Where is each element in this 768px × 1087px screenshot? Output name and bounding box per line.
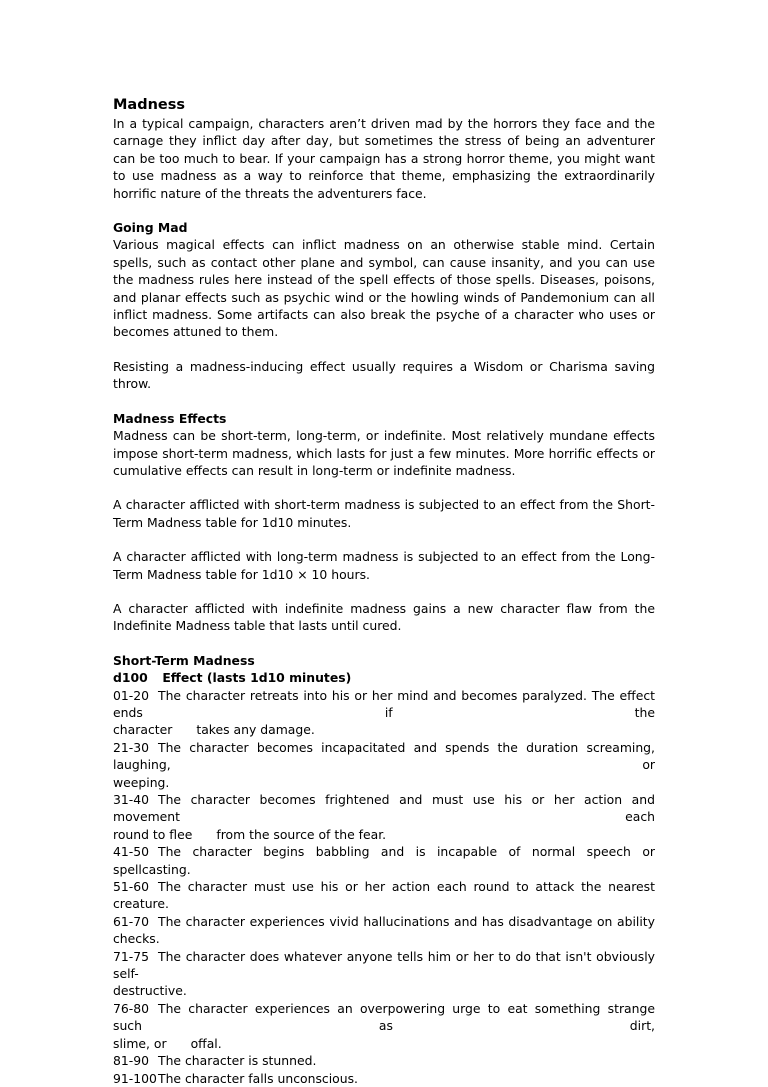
- section-heading-going-mad: Going Mad: [113, 220, 188, 236]
- madness-effects-paragraph-2: A character afflicted with short-term madness is subjected to an effect from the Short-Term Madness table for 1d10 minutes.: [113, 497, 655, 530]
- spacer: [113, 202, 655, 219]
- table-row-range: 61-70: [113, 913, 150, 929]
- table-row-effect-continued: destructive.: [113, 983, 187, 999]
- table-row-continuation: [113, 774, 655, 791]
- table-row-line: [113, 1052, 655, 1069]
- table-row: [113, 739, 655, 791]
- table-row-range: 71-75: [113, 948, 150, 964]
- table-row-line: [113, 791, 655, 826]
- table-row-effect: The character becomes frightened and must use his or her action and movement each: [113, 792, 655, 825]
- table-row-effect: The character experiences an overpowering urge to eat something strange such as dirt,: [113, 1000, 655, 1034]
- table-row-effect: The character retreats into his or her mind and becomes paralyzed. The effect ends if the: [113, 687, 655, 720]
- table-row-effect-continued: slime, or: [113, 1035, 167, 1051]
- table-row-range: 41-50: [113, 844, 150, 860]
- table-row-effect: The character does whatever anyone tells him or her to do that isn't obviously self-: [113, 948, 655, 982]
- table-row-effect: The character falls unconscious.: [158, 1070, 358, 1086]
- table-row: [113, 791, 655, 843]
- table-row-range: 01-20: [113, 687, 150, 703]
- document-page: [113, 96, 655, 1087]
- table-row-effect: The character begins babbling and is incapable of normal speech or spellcasting.: [113, 844, 655, 877]
- table-row-range: 76-80: [113, 1000, 150, 1016]
- table-row: [113, 913, 655, 948]
- table-row-continuation: [113, 826, 655, 843]
- table-row-line: [113, 1070, 655, 1087]
- table-row: [113, 1052, 655, 1069]
- spacer: [113, 583, 655, 600]
- table-header-die: d100: [113, 670, 148, 686]
- table-row-effect-continued: from the source of the fear.: [216, 826, 387, 842]
- madness-effects-paragraph-4: A character afflicted with indefinite madness gains a new character flaw from the Indefinite Madness table that lasts until cured.: [113, 600, 655, 634]
- table-header-row: [113, 669, 655, 686]
- spacer: [113, 479, 655, 496]
- table-row: [113, 948, 655, 1000]
- table-row: [113, 687, 655, 739]
- table-row-effect-continued: character: [113, 722, 173, 738]
- table-row-line: [113, 878, 655, 913]
- table-row-line: [113, 913, 655, 948]
- spacer: [113, 341, 655, 358]
- table-row: [113, 878, 655, 913]
- table-row-range: 81-90: [113, 1053, 150, 1069]
- table-row-line: [113, 1000, 655, 1035]
- table-row-range: 31-40: [113, 792, 150, 807]
- table-row-effect: The character experiences vivid hallucinations and has disadvantage on ability checks.: [113, 913, 655, 947]
- table-row-effect: The character becomes incapacitated and spends the duration screaming, laughing, or: [113, 739, 655, 773]
- table-row: [113, 843, 655, 878]
- section-heading-short-term-madness: Short-Term Madness: [113, 652, 255, 668]
- table-row-range: 21-30: [113, 739, 150, 755]
- short-term-table: [113, 687, 655, 1087]
- table-row-line: [113, 687, 655, 722]
- table-row-range: 51-60: [113, 879, 150, 895]
- table-row-effect-continued: takes any damage.: [196, 722, 315, 738]
- section-heading-madness-effects: Madness Effects: [113, 410, 227, 426]
- table-header-effect: Effect (lasts 1d10 minutes): [162, 670, 352, 686]
- spacer: [113, 531, 655, 548]
- table-row-line: [113, 843, 655, 878]
- table-row: [113, 1000, 655, 1052]
- table-row: [113, 1070, 655, 1087]
- intro-paragraph: In a typical campaign, characters aren’t driven mad by the horrors they face and the carnage they inflict day after day, but sometimes the stress of being an adventurer can be too much to bear. If your campaign has a strong horror theme, you might want to use madness as a way to reinforce that theme, emphasizing the extraordinarily horrific nature of the threats the adventurers face.: [113, 116, 655, 201]
- table-row-continuation: [113, 721, 655, 738]
- spacer: [113, 635, 655, 652]
- page-title: Madness: [113, 97, 186, 113]
- going-mad-paragraph-2: Resisting a madness-inducing effect usually requires a Wisdom or Charisma saving throw.: [113, 358, 655, 392]
- spacer: [113, 393, 655, 410]
- table-row-effect-continued: offal.: [190, 1035, 222, 1051]
- table-row-range: 91-100: [113, 1070, 157, 1086]
- madness-effects-paragraph-1: Madness can be short-term, long-term, or indefinite. Most relatively mundane effects impose short-term madness, which lasts for just a few minutes. More horrific effects or cumulative effects can result in long-term or indefinite madness.: [113, 428, 655, 478]
- table-row-effect: The character must use his or her action each round to attack the nearest creature.: [113, 879, 655, 912]
- table-row-effect-continued: weeping.: [113, 774, 170, 790]
- going-mad-paragraph-1: Various magical effects can inflict madness on an otherwise stable mind. Certain spells, such as contact other plane and symbol, can cause insanity, and you can use the madness rules here instead of the spell effects of those spells. Diseases, poisons, and planar effects such as psychic wind or the howling winds of Pandemonium can all inflict madness. Some artifacts can also break the psyche of a character who uses or becomes attuned to them.: [113, 237, 655, 340]
- table-row-continuation: [113, 982, 655, 999]
- table-row-effect-continued: round to flee: [113, 826, 193, 842]
- table-row-line: [113, 948, 655, 983]
- table-row-line: [113, 739, 655, 774]
- table-row-effect: The character is stunned.: [158, 1053, 317, 1069]
- madness-effects-paragraph-3: A character afflicted with long-term madness is subjected to an effect from the Long-Term Madness table for 1d10 × 10 hours.: [113, 549, 655, 582]
- table-row-continuation: [113, 1035, 655, 1052]
